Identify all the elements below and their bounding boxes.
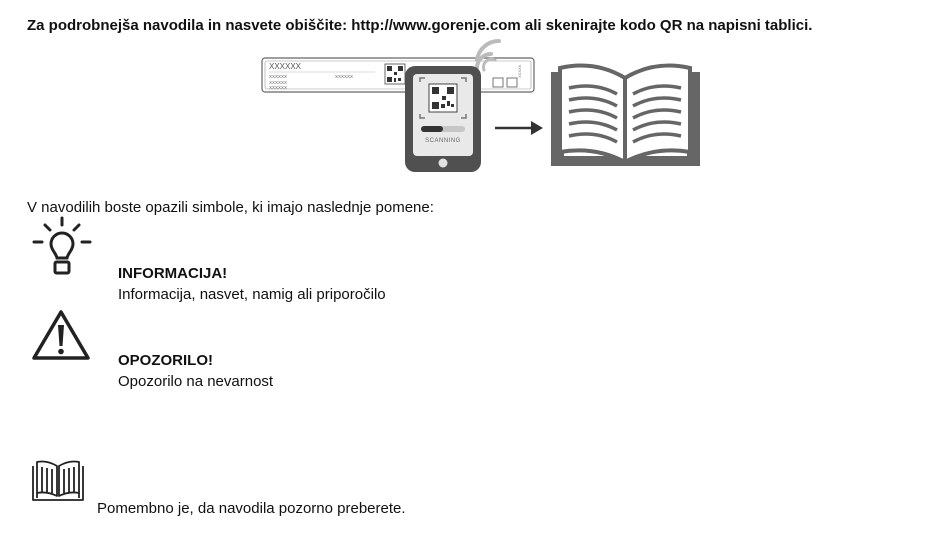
scan-progress-fill xyxy=(421,126,443,132)
lightbulb-icon xyxy=(30,216,94,276)
book-icon xyxy=(30,458,86,504)
plate-line-3: XXXXXX xyxy=(269,80,288,85)
qr-scan-illustration xyxy=(255,38,705,173)
phone-home-button xyxy=(439,159,448,168)
plate-qr-code xyxy=(385,64,405,84)
plate-line-2: XXXXXX xyxy=(335,74,354,79)
phone-scanning-label: SCANNING xyxy=(425,138,461,144)
smartphone-icon xyxy=(405,66,481,172)
warning-symbol-title: OPOZORILO! xyxy=(118,352,213,369)
info-symbol-description: Informacija, nasvet, namig ali priporočilo xyxy=(118,286,386,303)
plate-model-text: XXXXXX xyxy=(269,62,302,71)
info-symbol-title: INFORMACIJA! xyxy=(118,265,228,282)
plate-line-4: XXXXXX xyxy=(269,85,288,90)
arrow-right-icon xyxy=(495,121,543,135)
open-book-icon xyxy=(551,66,700,166)
plate-line-1: XXXXXX xyxy=(269,74,288,79)
warning-triangle-icon xyxy=(30,308,92,362)
svg-text:XXXXX: XXXXX xyxy=(517,64,522,78)
manual-note-text: Pomembno je, da navodila pozorno preberete. xyxy=(97,500,406,517)
rating-plate xyxy=(262,58,534,92)
warning-symbol-description: Opozorilo na nevarnost xyxy=(118,373,274,390)
symbols-intro: V navodilih boste opazili simbole, ki imajo naslednje pomene: xyxy=(27,199,434,216)
phone-qr-code xyxy=(429,84,457,112)
page-heading: Za podrobnejša navodila in nasvete obiščite: http://www.gorenje.com ali skenirajte kodo QR na napisni tablici. xyxy=(27,17,813,34)
